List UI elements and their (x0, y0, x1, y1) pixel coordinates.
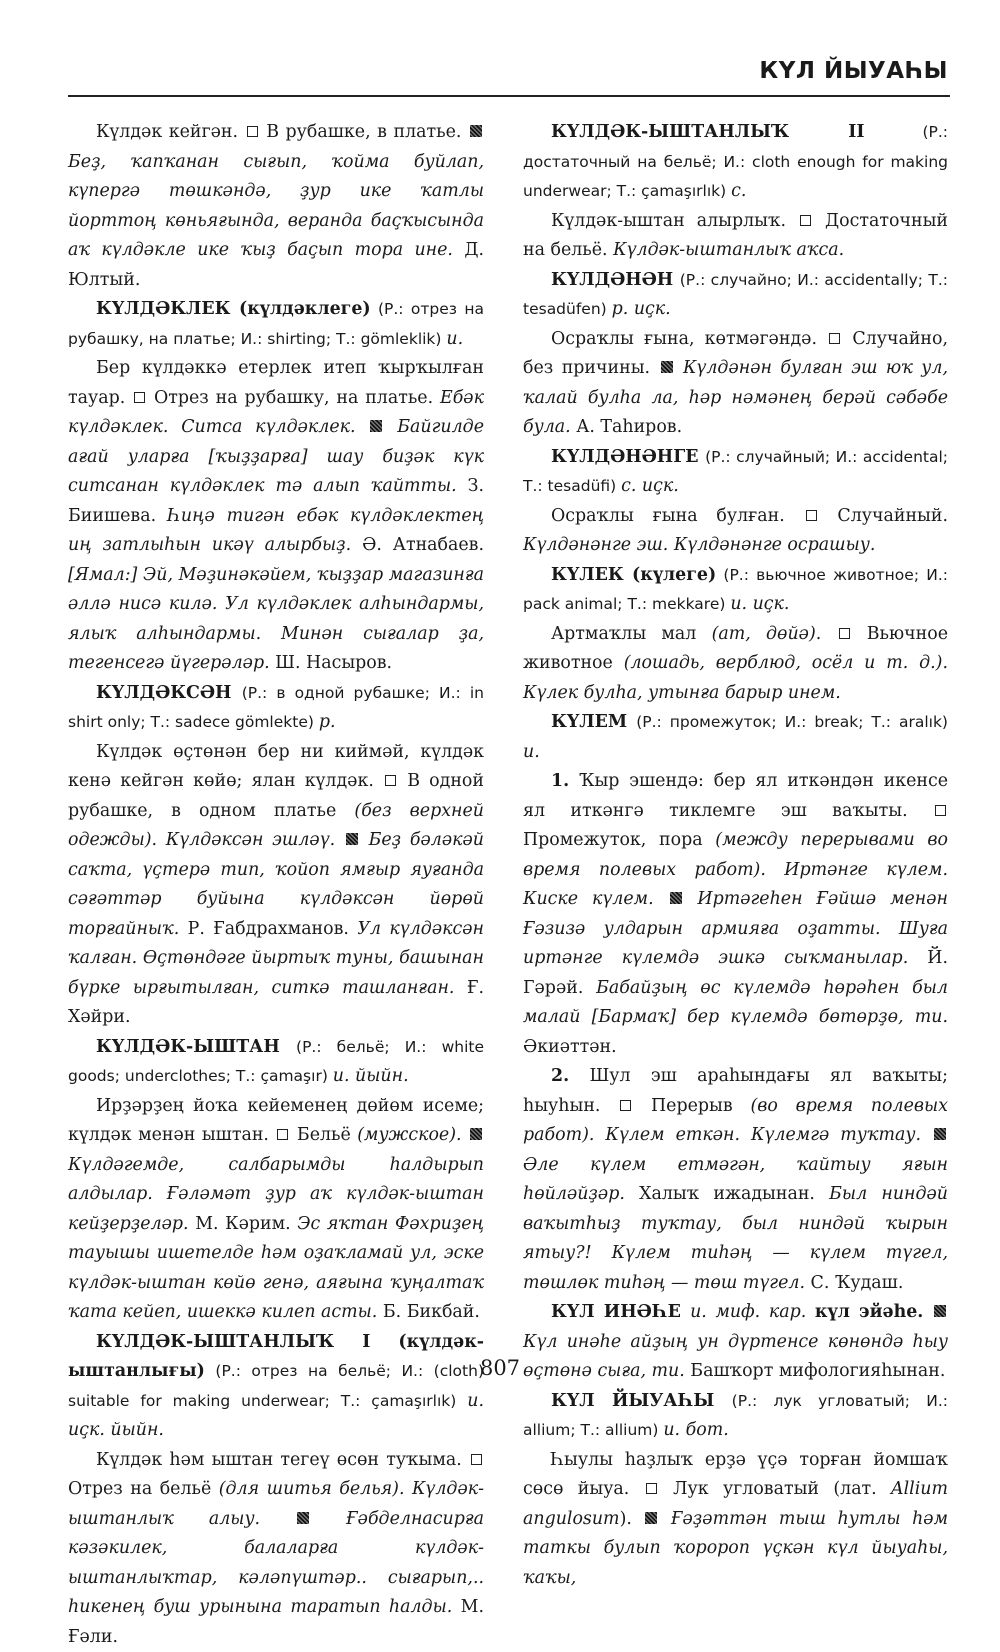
text (360, 830, 369, 850)
russian-translation-square-icon (620, 1100, 631, 1111)
italic-text: (мужское). (357, 1125, 461, 1145)
text: Башҡорт мифологияһынан. (685, 1361, 946, 1381)
text (921, 1125, 932, 1145)
italic-text: Беҙ бәләкәй саҡта, үҫтерә тип, ҡойоп ямғыр яуғанда сәғәттәр буйына күлдәксән йөрөй торғайныҡ. (68, 830, 484, 939)
translations: (Р.: достаточный на бельё; И.: cloth enough for making underwear; Т.: çamaşırlık) (523, 123, 948, 200)
italic-text: Күлдәк-ыштанлыҡ аҡса. (613, 240, 844, 260)
example-dark-square-icon (934, 1128, 946, 1140)
text: М. Кәрим. (189, 1214, 298, 1234)
text (384, 417, 397, 437)
example-dark-square-icon (934, 1305, 946, 1317)
text: В рубашке, в платье. (260, 122, 468, 142)
translations: (Р.: случайно; И.: accidentally; Т.: tesadüfen) (523, 271, 948, 319)
text: Күлдәк һәм ыштан тегеү өсөн туҡыма. (96, 1450, 469, 1470)
text: Ҡыр эшендә: бер ял иткәндән икенсе ял иткәнгә тиклемге эш ваҡыты. (523, 771, 948, 821)
russian-translation-square-icon (646, 1483, 657, 1494)
italic-text: с. (731, 181, 746, 201)
italic-text: и. иҫк. йыйн. (68, 1391, 484, 1441)
italic-text: Күлдәгемде, салбарымды һалдырып алдылар. Ғәләмәт ҙур аҡ күлдәк-ыштан кейҙерҙеләр. (68, 1155, 484, 1234)
russian-translation-square-icon (800, 215, 811, 226)
entry-definition (68, 354, 484, 679)
italic-text: Байгилде ағай уларға [ҡыҙҙарға] шау биҙәк күк ситсанан күлдәклек тә алып ҡайтты. (68, 417, 484, 496)
text: Р. Ғабдрахманов. (179, 919, 357, 939)
russian-translation-square-icon (806, 510, 817, 521)
entry-headword-line (523, 561, 948, 620)
headword: КҮЛЕК (551, 565, 632, 585)
italic-text: Күл инәһе айҙың ун дүртенсе көнөндә һыу өҫтөнә сыға, ти. (523, 1332, 948, 1382)
text (335, 830, 344, 850)
page-number: 807 (0, 1356, 1000, 1380)
headword: күл эйәһе. (815, 1302, 923, 1322)
text: Вьючное животное (523, 624, 948, 674)
entry-definition (68, 738, 484, 1033)
italic-text: Әле күлем етмәгән, ҡайтыу яғын һөйләйҙәр. (523, 1155, 948, 1205)
translations: (Р.: в одной рубашке; И.: in shirt only; Т.: sadece gömlekte) (68, 684, 484, 732)
sense-number: 1. (551, 771, 569, 791)
entry-definition (523, 325, 948, 443)
russian-translation-square-icon (134, 392, 145, 403)
italic-text: Ул күлдәксән ҡалған. Өҫтөндәге йыртыҡ туны, башынан бүрке ырғытылған, ситкә ташланған. (68, 919, 484, 998)
text (684, 889, 698, 909)
italic-text: Ғәҙәттән тыш һутлы һәм таткы булып ҡоророп үҫкән күл йыуаһы, ҡаҡы, (523, 1509, 948, 1588)
entry-definition (523, 502, 948, 561)
example-dark-square-icon (370, 420, 382, 432)
italic-text: [Ямал:] Эй, Мәҙинәкәйем, ҡыҙҙар магазинға әллә нисә килә. Ул күлдәклек алһындармы, ялыҡ алһындармы. Минән сығалар ҙа, тегенсегә йүгерәләр. (68, 565, 484, 674)
italic-text: Эс яҡтан Фәхриҙең тауышы ишетелде һәм оҙаҡламай ул, эске күлдәк-ыштан көйө генә, аяғына ҡуңалтаҡ ҡата кейеп, ишеккә килеп асты. (68, 1214, 484, 1323)
text: Әкиәттән. (523, 1037, 617, 1057)
example-dark-square-icon (470, 125, 482, 137)
text: Лук угловатый (лат. (659, 1479, 891, 1499)
entry-definition (68, 1446, 484, 1652)
italic-text: и. (523, 742, 540, 762)
text: Промежуток, пора (523, 830, 715, 850)
example-dark-square-icon (661, 361, 673, 373)
text: М. Ғәли. (68, 1597, 484, 1647)
italic-text: (во время полевых работ). Күлем еткән. Күлемгә туҡтау. (523, 1096, 948, 1146)
text: Күлдәк өҫтөнән бер ни киймәй, күлдәк кенә кейгән көйө; ялан күлдәк. (68, 742, 484, 792)
translations: (Р.: лук угловатый; И.: allium; Т.: allium) (523, 1392, 948, 1440)
example-dark-square-icon (470, 1128, 482, 1140)
running-title: КҮЛ ЙЫУАҺЫ (759, 58, 948, 84)
headword: КҮЛ ИНӘҺЕ (551, 1302, 690, 1322)
headword: (күлеге) (632, 565, 716, 585)
example-dark-square-icon (670, 892, 682, 904)
translations: (Р.: отрез на бельё; И.: (cloth) suitable for making underwear; Т.: çamaşırlık) (68, 1362, 484, 1410)
example-dark-square-icon (346, 833, 358, 845)
italic-text: и. миф. кар. (690, 1302, 815, 1322)
text: Ирҙәрҙең йоҡа кейеменең дөйөм исеме; күлдәк менән ыштан. (68, 1096, 484, 1146)
headword: КҮЛЕМ (551, 712, 636, 732)
italic-text: Күлдәнәнге эш. Күлдәнәнге осрашыу. (523, 535, 875, 555)
entry-headword-line (523, 1387, 948, 1446)
russian-translation-square-icon (385, 775, 396, 786)
entry-headword-line (523, 708, 948, 767)
header-rule (68, 95, 950, 97)
text: Б. Бикбай. (377, 1302, 480, 1322)
text: Бельё (290, 1125, 357, 1145)
italic-text: с. иҫк. (621, 476, 679, 496)
headword: КҮЛ ЙЫУАҺЫ (551, 1391, 732, 1411)
text: Случайный. (819, 506, 948, 526)
text (462, 1125, 468, 1145)
text: Осраҡлы ғына, көтмәгәндә. (551, 329, 827, 349)
italic-text: (без верхней одежды). Күлдәксән эшләү. (68, 801, 484, 851)
text: Күлдәк-ыштан алырлыҡ. (551, 211, 798, 231)
entry-definition (68, 1092, 484, 1328)
translations: (Р.: случайный; И.: accidental; Т.: tesadüfi) (523, 448, 948, 496)
text: Отрез на бельё (68, 1479, 219, 1499)
text: Һыулы һаҙлыҡ ерҙә үҫә торған йомшаҡ сөсө йыуа. (523, 1450, 948, 1500)
italic-text: р. (319, 712, 336, 732)
italic-text: и. иҫк. (730, 594, 789, 614)
headword: КҮЛДӘНӘНГЕ (551, 447, 705, 467)
text (675, 358, 683, 378)
italic-text: Allium angulosum (523, 1479, 948, 1529)
text (659, 1509, 671, 1529)
italic-text: Беҙ, ҡапҡанан сығып, ҡойма буйлап, күпергә төшкәндә, ҙур ике ҡатлы йорттоң көньяғында, веранда баҫҡысында аҡ күлдәкле ике ҡыҙ баҫып тора ине. (68, 152, 484, 261)
translations: (Р.: отрез на рубашку, на платье; И.: shirting; Т.: gömleklik) (68, 300, 484, 348)
headword: КҮЛДӘК-ЫШТАНЛЫҠ I (96, 1332, 398, 1352)
text: Достаточный на бельё. (523, 211, 948, 261)
italic-text: Ғәбделнасирға кәзәкилек, балаларға күлдәк-ыштанлыҡтар, кәләпүштәр.. сығарып,.. һикенең буш урынына таратып һалды. (68, 1509, 484, 1618)
text (311, 1509, 346, 1529)
text: Шул эш араһындағы ял ваҡыты; һыуһын. (523, 1066, 948, 1116)
left-column (68, 118, 484, 1652)
text: Бер күлдәккә етерлек итеп ҡырҡылған тауар. (68, 358, 484, 408)
entry-headword-line (68, 679, 484, 738)
text (260, 1509, 295, 1529)
italic-text: и. йыйн. (333, 1066, 409, 1086)
entry-headword-line (68, 295, 484, 354)
text: Артмаҡлы мал (551, 624, 712, 644)
text (356, 417, 369, 437)
headword: (күлдәклеге) (239, 299, 371, 319)
text (821, 624, 836, 644)
entry-definition (523, 207, 948, 266)
headword: КҮЛДӘНӘН (551, 270, 680, 290)
headword: КҮЛДӘК-ЫШТАН (96, 1037, 296, 1057)
text: Күлдәк кейгән. (96, 122, 245, 142)
text: Ә. Атнабаев. (351, 535, 484, 555)
entry-headword-line (68, 1033, 484, 1092)
example-dark-square-icon (645, 1512, 657, 1524)
entry-definition (523, 767, 948, 1062)
text (923, 1302, 932, 1322)
italic-text: (лошадь, верблюд, осёл и т. д.). Күлек булһа, утынға барыр инем. (523, 653, 948, 703)
entry-headword-line (523, 118, 948, 207)
italic-text: Был ниндәй ваҡытһыҙ туҡтау, был ниндәй ҡырын ятыу?! Күлем тиһәң — күлем түгел, төшлөк тиһәң — төш түгел. (523, 1184, 948, 1293)
headword: КҮЛДӘКСӘН (96, 683, 242, 703)
italic-text: Иртәгеһен Ғәйшә менән Ғәзизә улдарын армияға оҙатты. Шуға иртәнге күлемдә эшкә сыҡманылар. (523, 889, 948, 968)
text: Случайно, без причины. (523, 329, 948, 379)
text: Осраҡлы ғына булған. (551, 506, 804, 526)
russian-translation-square-icon (829, 333, 840, 344)
text: ). (620, 1509, 644, 1529)
text: С. Ҡудаш. (805, 1273, 903, 1293)
translations: (Р.: бельё; И.: white goods; underclothes; Т.: çamaşır) (68, 1038, 484, 1086)
translations: (Р.: промежуток; И.: break; Т.: aralık) (636, 713, 948, 731)
text: Й. Гәрәй. (523, 948, 948, 998)
translations: (Р.: вьючное животное; И.: pack animal; Т.: mekkare) (523, 566, 948, 614)
russian-translation-square-icon (247, 126, 258, 137)
italic-text: (ат, дөйә). (712, 624, 822, 644)
text: Д. Юлтый. (68, 240, 484, 290)
text: Ш. Насыров. (270, 653, 392, 673)
italic-text: и. бот. (663, 1420, 728, 1440)
entry-headword-line (523, 443, 948, 502)
text: В одной рубашке, в одном платье (68, 771, 484, 821)
italic-text: Һиңә тигән ебәк күлдәклектең иң затлыһын икәү алырбыҙ. (68, 506, 484, 556)
russian-translation-square-icon (277, 1129, 288, 1140)
entry-definition (523, 1446, 948, 1594)
text: Халыҡ ижадынан. (625, 1184, 829, 1204)
italic-text: Бабайҙың өс күлемдә һөрәһен был малай [Бармаҡ] бер күлемдә бөтөрҙө, ти. (523, 978, 948, 1028)
entry-definition (523, 1062, 948, 1298)
italic-text: Күлдәнән булған эш юҡ ул, ҡалай булһа ла, һәр нәмәнең берәй сәбәбе була. (523, 358, 948, 437)
text: А. Таһиров. (571, 417, 682, 437)
text: З. Биишева. (68, 476, 484, 526)
russian-translation-square-icon (935, 805, 946, 816)
russian-translation-square-icon (471, 1454, 482, 1465)
headword: (күлдәк-ыштанлығы) (68, 1332, 484, 1382)
example-dark-square-icon (297, 1512, 309, 1524)
italic-text: (между перерывами во время полевых работ). Иртәнге күлем. Киске күлем. (523, 830, 948, 909)
text (654, 889, 668, 909)
italic-text: и. (446, 329, 463, 349)
russian-translation-square-icon (839, 628, 850, 639)
entry-headword-line (68, 1328, 484, 1446)
text: Перерыв (633, 1096, 750, 1116)
italic-text: р. иҫк. (612, 299, 671, 319)
headword: КҮЛДӘКЛЕК (96, 299, 239, 319)
entry-headword-line (523, 266, 948, 325)
headword: КҮЛДӘК-ЫШТАНЛЫҠ II (551, 122, 864, 142)
italic-text: (для шитья белья). Күлдәк-ыштанлыҡ алыу. (68, 1479, 484, 1529)
text: Отрез на рубашку, на платье. (147, 388, 440, 408)
sense-number: 2. (551, 1066, 569, 1086)
italic-text: Ебәк күлдәклек. Ситса күлдәклек. (68, 388, 484, 438)
entry-definition (68, 118, 484, 295)
text: Ғ. Хәйри. (68, 978, 484, 1028)
entry-definition (523, 620, 948, 709)
